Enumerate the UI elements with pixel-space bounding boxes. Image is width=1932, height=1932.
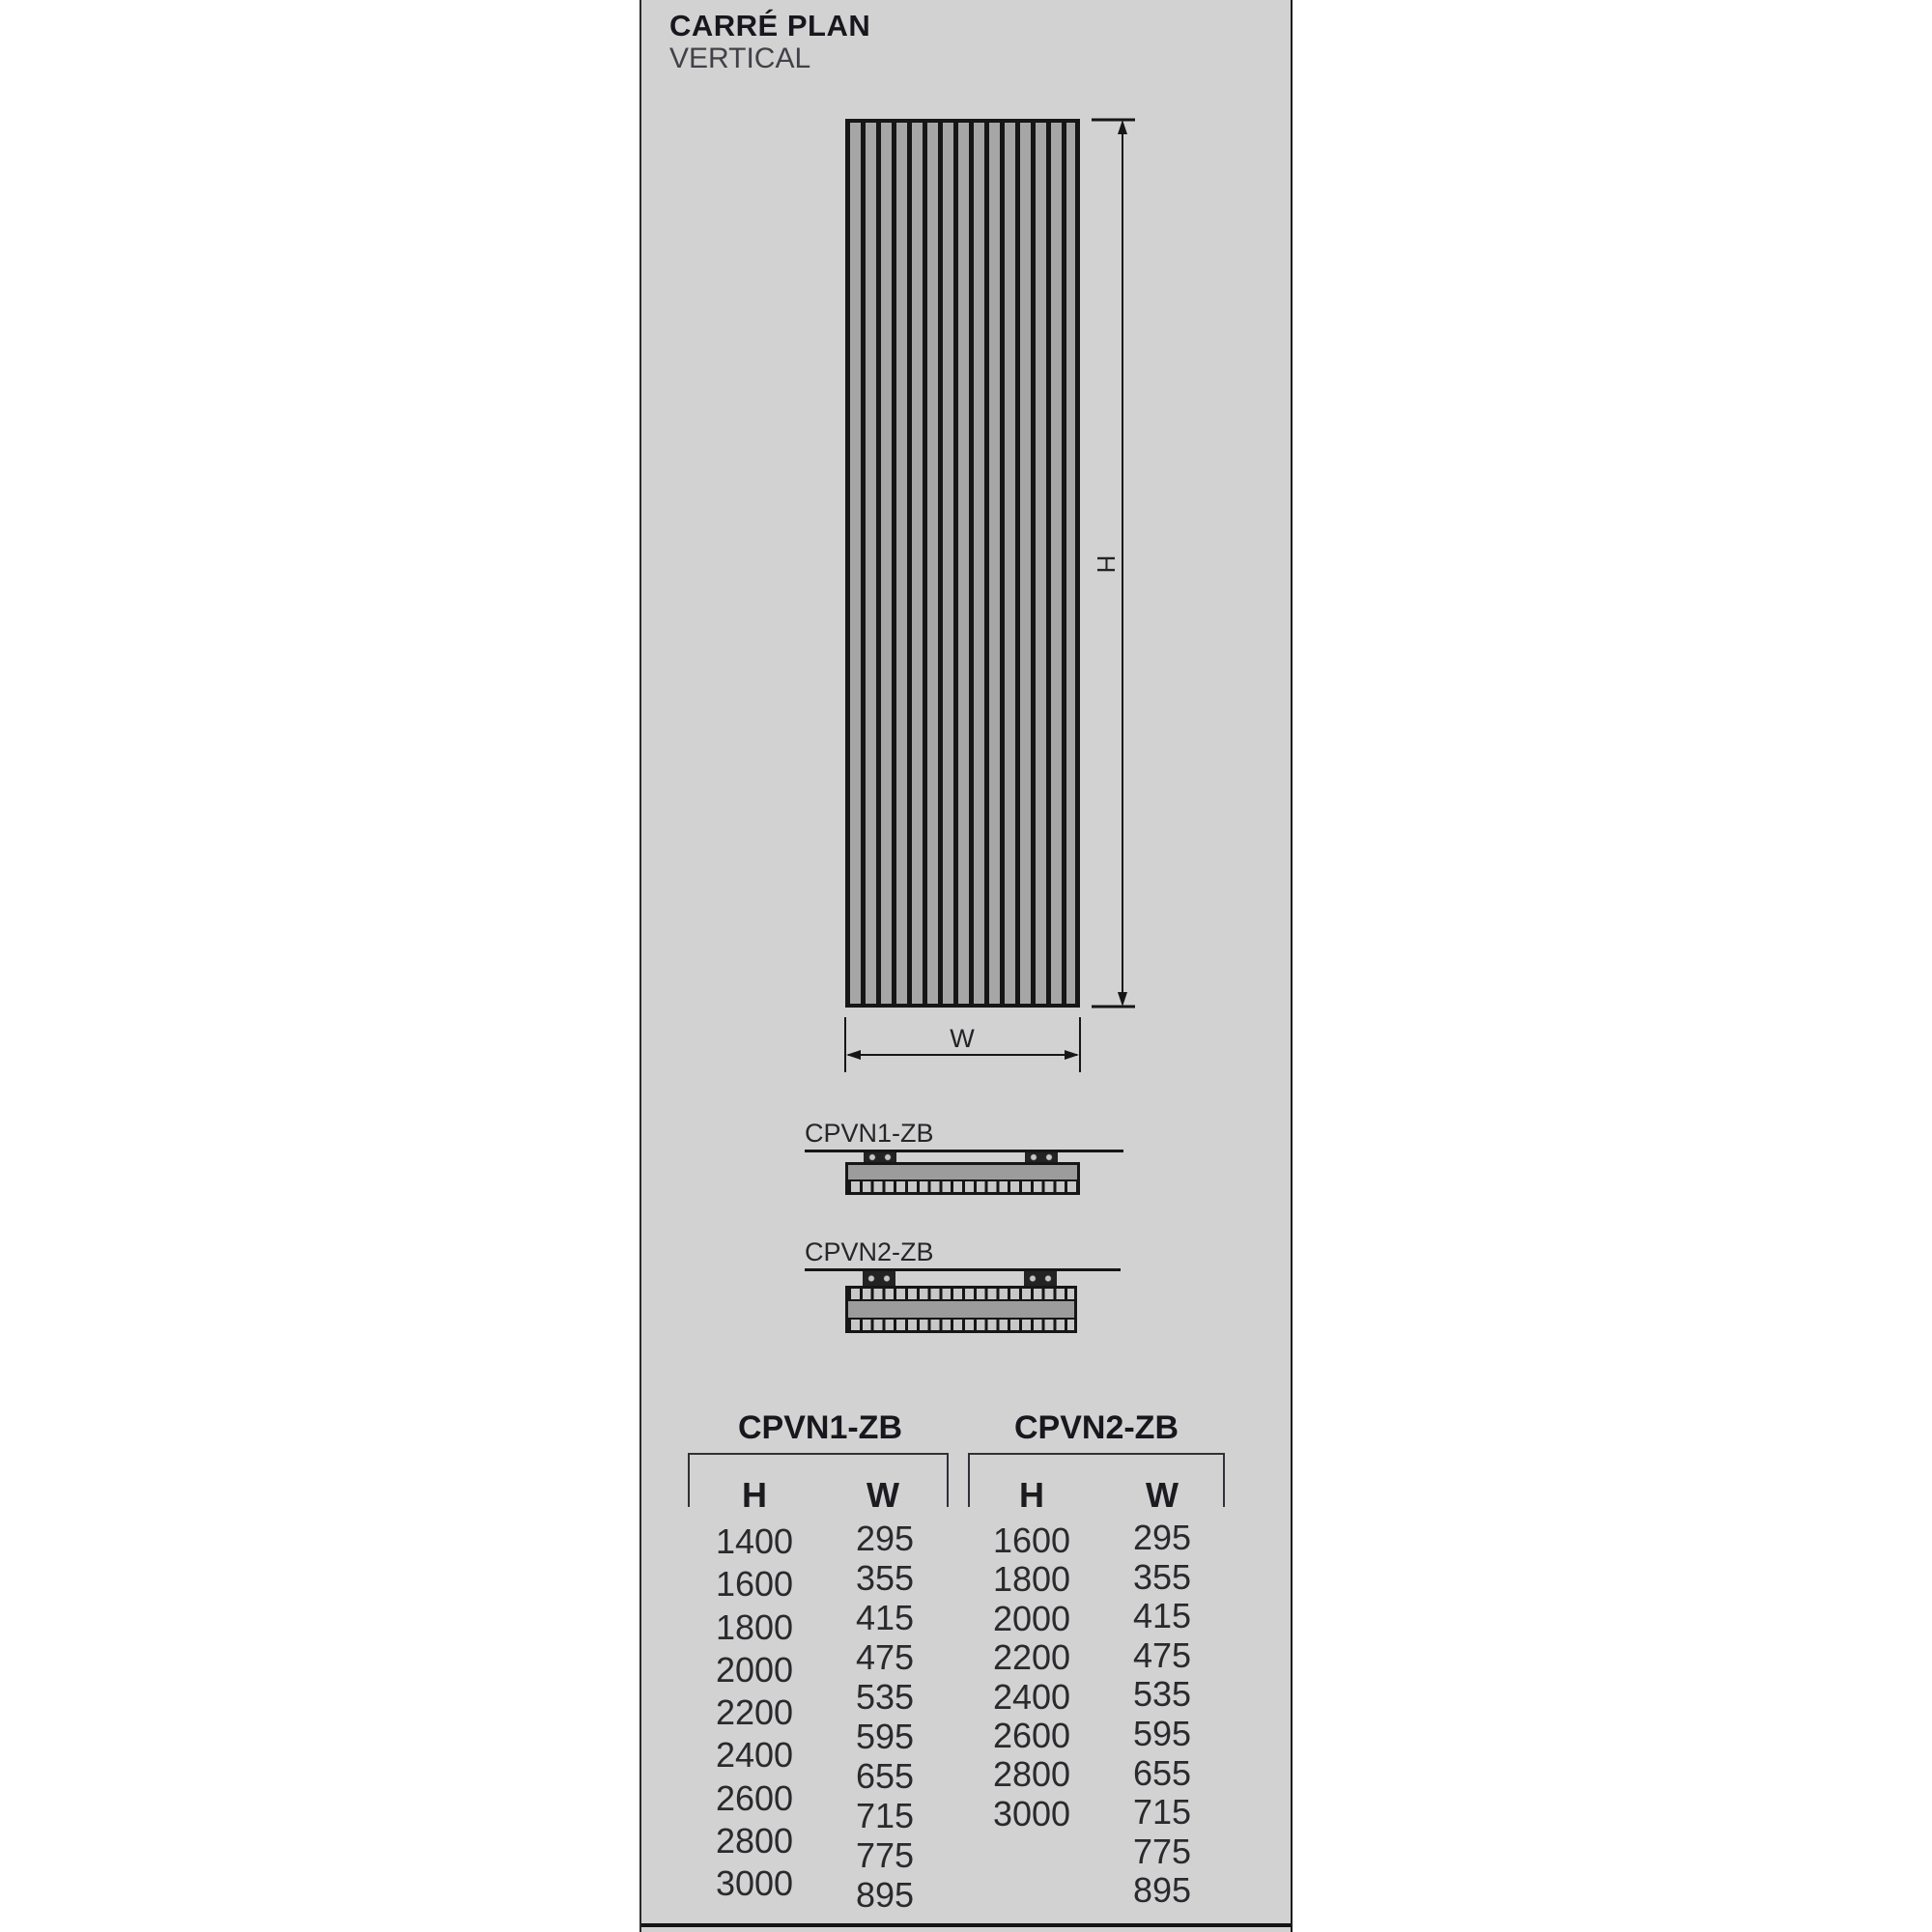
- cross-section-label-cpvn1: CPVN1-ZB: [805, 1119, 934, 1148]
- wall-line-cpvn1: [805, 1150, 1123, 1152]
- h-dim-arrow-down: [1118, 992, 1127, 1007]
- w-value: 535: [1132, 1674, 1192, 1715]
- w-value: 355: [855, 1558, 915, 1598]
- width-dimension-label: W: [950, 1024, 975, 1053]
- mounting-bracket: [1025, 1152, 1058, 1162]
- w-value: 715: [1132, 1792, 1192, 1833]
- wall-line-cpvn2: [805, 1268, 1121, 1271]
- h-value: 2400: [715, 1735, 794, 1776]
- column-header-h: H: [1019, 1475, 1044, 1515]
- h-value: 1400: [715, 1521, 794, 1561]
- w-value: 415: [1132, 1596, 1192, 1636]
- cross-section-label-cpvn2: CPVN2-ZB: [805, 1237, 934, 1266]
- w-value: 475: [855, 1637, 915, 1677]
- w-value: 415: [855, 1598, 915, 1637]
- h-value: 1600: [992, 1520, 1071, 1560]
- h-value: 2200: [992, 1637, 1071, 1678]
- h-dim-arrow-up: [1118, 120, 1127, 134]
- w-value: 535: [855, 1677, 915, 1717]
- w-value: 775: [1132, 1831, 1192, 1871]
- h-value: 1600: [715, 1564, 794, 1605]
- w-value: 655: [855, 1756, 915, 1796]
- w-value: 655: [1132, 1752, 1192, 1793]
- fin-band: [848, 1320, 1074, 1330]
- h-value: 3000: [992, 1793, 1071, 1833]
- h-value: 3000: [715, 1863, 794, 1904]
- w-value: 595: [1132, 1713, 1192, 1753]
- w-value: 295: [1132, 1518, 1192, 1557]
- mounting-bracket: [864, 1152, 896, 1162]
- column-header-w: W: [867, 1475, 899, 1515]
- table-cpvn1-h-column: [687, 1520, 822, 1906]
- column-header-h: H: [742, 1475, 767, 1515]
- w-value: 715: [855, 1796, 915, 1835]
- table-title-cpvn2: CPVN2-ZB: [1013, 1409, 1179, 1446]
- h-value: 2000: [715, 1649, 794, 1690]
- panel-band: [848, 1165, 1077, 1181]
- w-value: 595: [855, 1717, 915, 1756]
- w-value: 895: [855, 1875, 915, 1915]
- h-value: 2400: [992, 1676, 1071, 1717]
- height-dimension-label: H: [1092, 554, 1121, 574]
- w-dim-arrow-left: [846, 1050, 861, 1060]
- column-header-w: W: [1146, 1475, 1179, 1515]
- h-value: 2800: [992, 1754, 1071, 1795]
- page-subtitle: VERTICAL: [669, 43, 811, 74]
- table-cpvn1-w-column: [817, 1519, 952, 1915]
- table-title-cpvn1: CPVN1-ZB: [737, 1409, 903, 1446]
- w-dim-arrow-right: [1065, 1050, 1079, 1060]
- w-value: 355: [1132, 1556, 1192, 1597]
- table-cpvn2-h-column: [964, 1521, 1099, 1833]
- table-cpvn2-w-column: [1094, 1519, 1230, 1911]
- cross-section-cpvn2: [845, 1286, 1077, 1333]
- fin-band: [848, 1181, 1077, 1192]
- spec-sheet-panel: [639, 0, 1293, 1932]
- h-value: 2000: [992, 1598, 1071, 1638]
- h-value: 2200: [715, 1692, 794, 1733]
- h-value: 1800: [992, 1559, 1071, 1600]
- w-value: 895: [1132, 1870, 1192, 1911]
- cross-section-cpvn1: [845, 1162, 1080, 1195]
- h-value: 1800: [715, 1606, 794, 1647]
- w-value: 295: [855, 1519, 915, 1558]
- footer-rule: [641, 1923, 1291, 1927]
- w-value: 775: [855, 1835, 915, 1875]
- h-value: 2800: [715, 1821, 794, 1861]
- panel-band: [848, 1299, 1074, 1320]
- mounting-bracket: [1024, 1271, 1057, 1286]
- w-value: 475: [1132, 1634, 1192, 1675]
- h-value: 2600: [992, 1715, 1071, 1755]
- fin-band: [848, 1289, 1074, 1299]
- page-title: CARRÉ PLAN: [669, 9, 871, 43]
- radiator-front-view: [845, 119, 1080, 1008]
- mounting-bracket: [863, 1271, 895, 1286]
- h-value: 2600: [715, 1777, 794, 1818]
